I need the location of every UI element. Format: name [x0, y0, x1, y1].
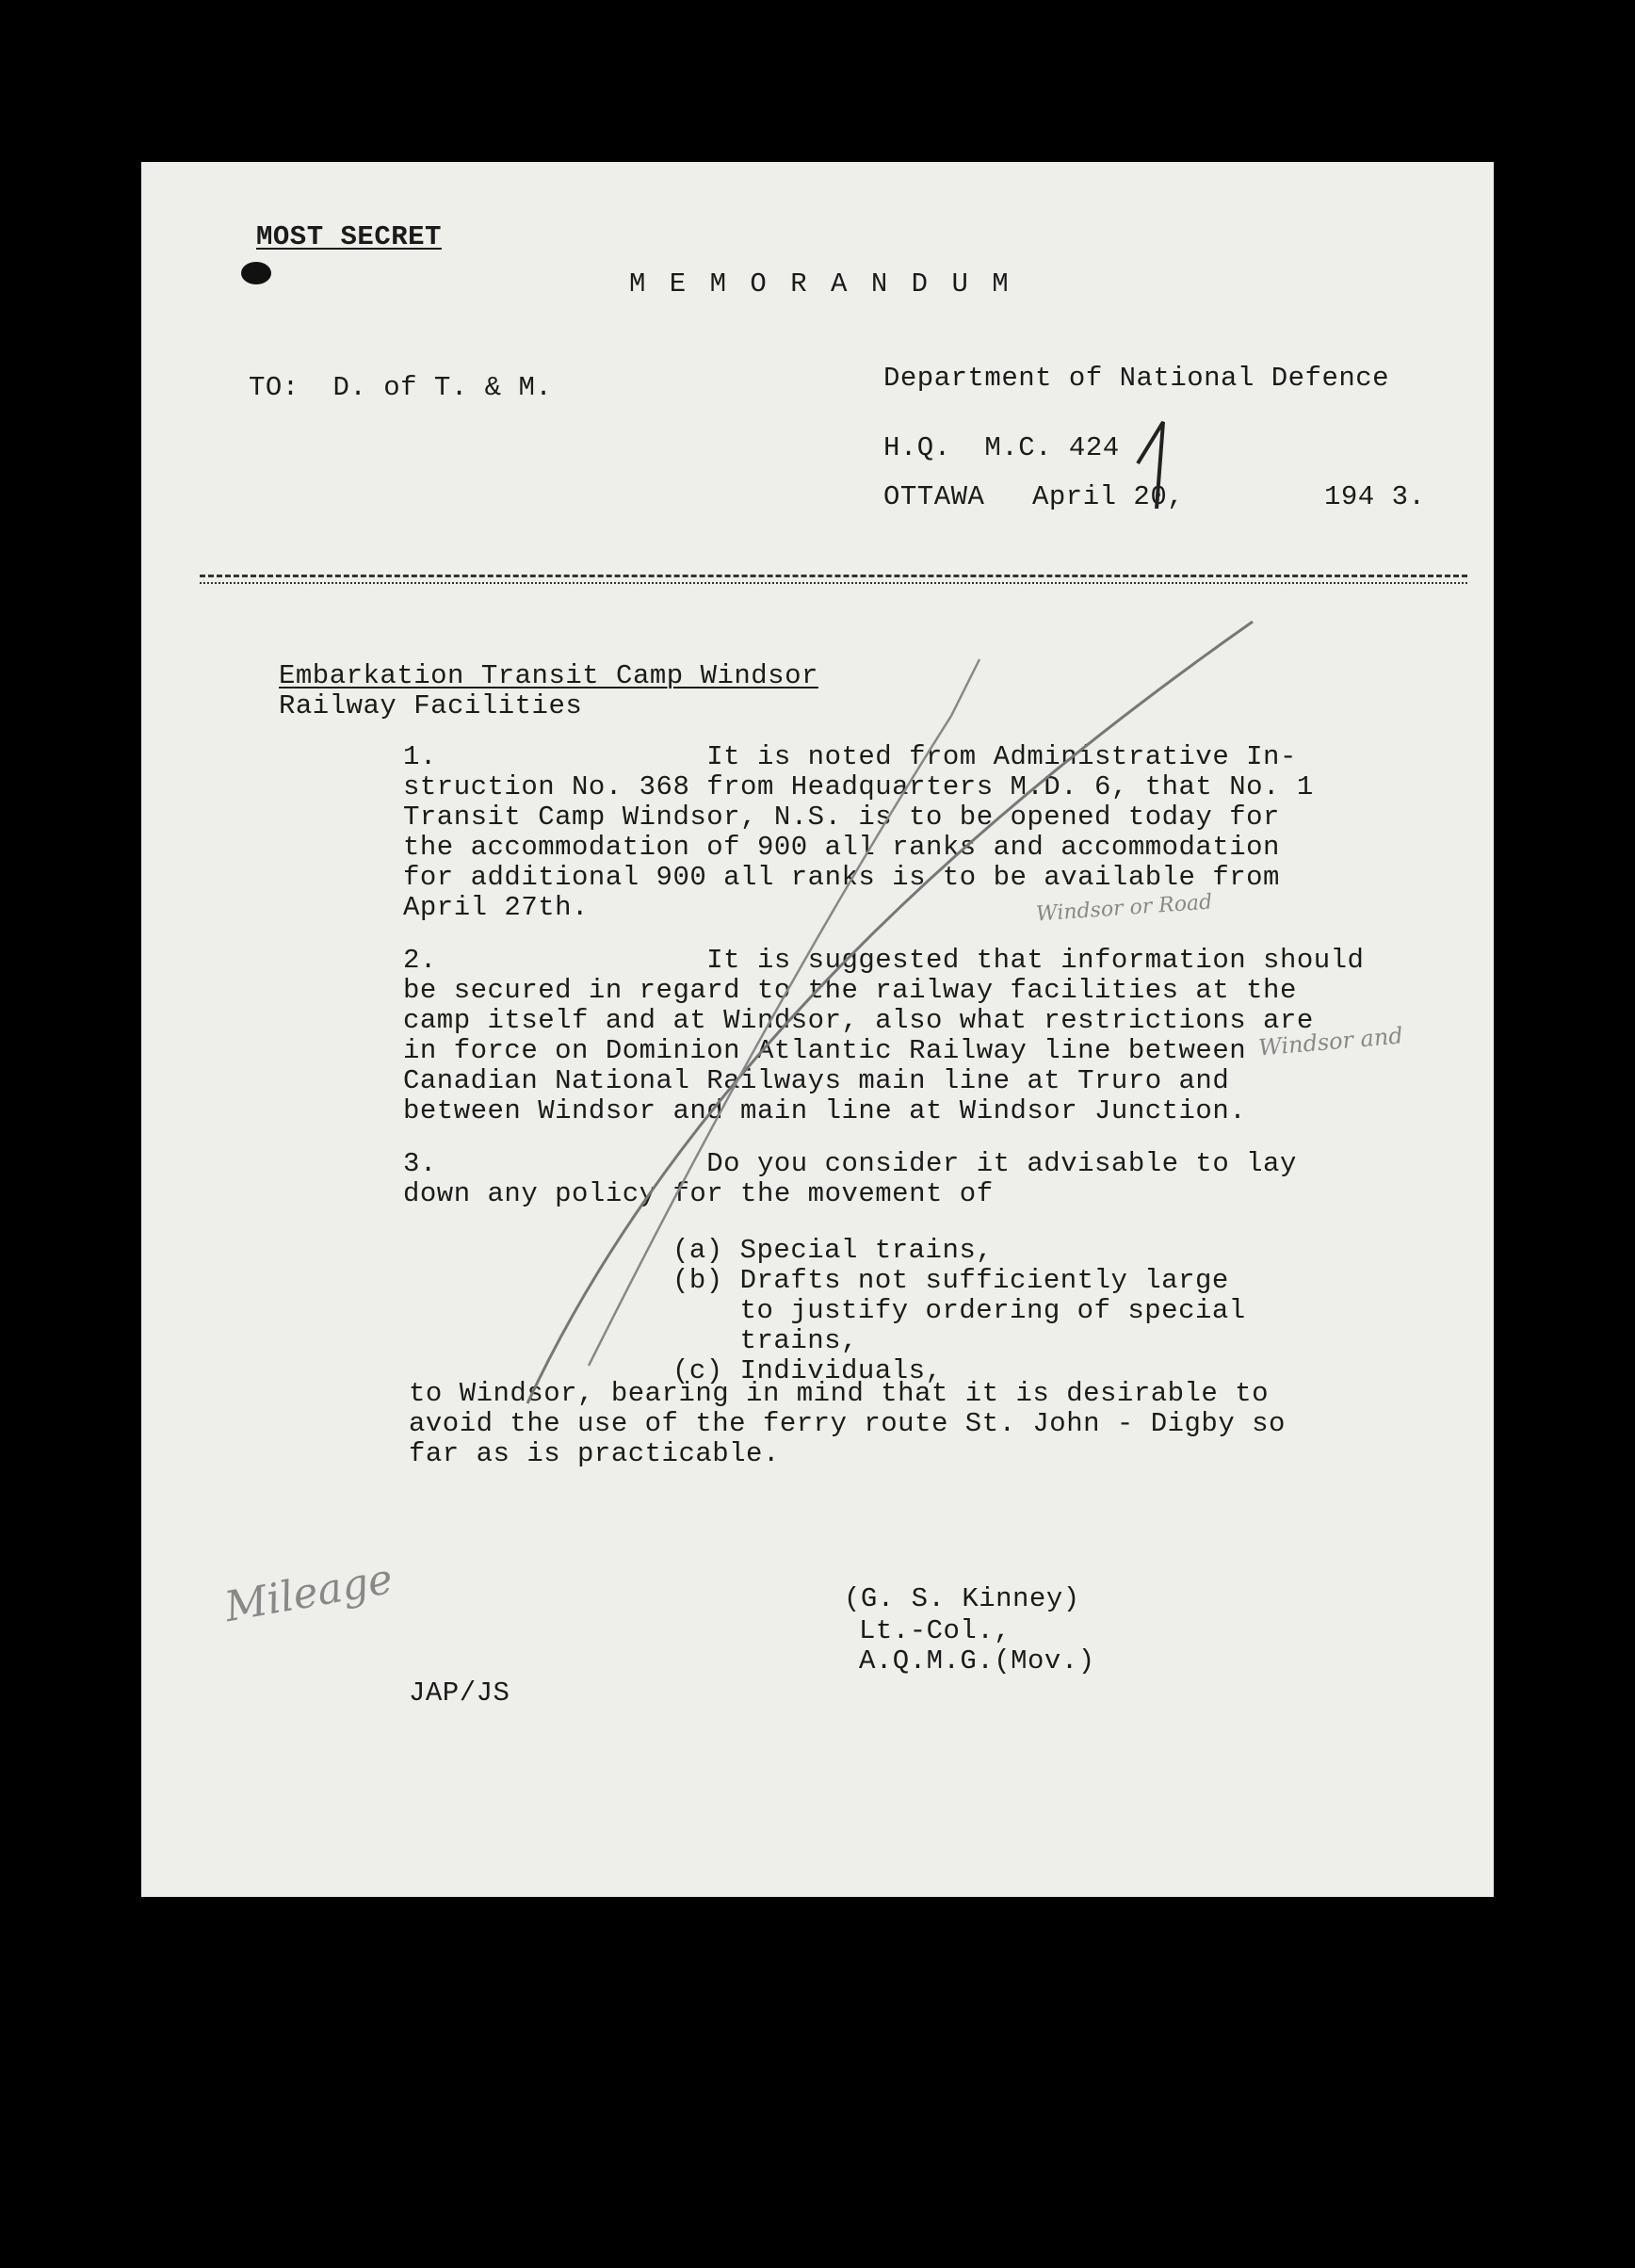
para1-line: for additional 900 all ranks is to be available from: [403, 862, 1280, 893]
para3-line: down any policy for the movement of: [403, 1178, 994, 1209]
para1-line: struction No. 368 from Headquarters M.D. 6, that No. 1: [403, 771, 1314, 802]
closing-line: far as is practicable.: [409, 1438, 780, 1469]
to-line: TO: D. of T. & M.: [249, 372, 553, 403]
para2-line: between Windsor and main line at Windsor Junction.: [403, 1095, 1247, 1126]
para1-line: the accommodation of 900 all ranks and accommodation: [403, 832, 1280, 863]
list-item: trains,: [672, 1325, 858, 1356]
handwritten-note: Windsor and: [1257, 1022, 1404, 1061]
handwritten-mileage: Mileage: [220, 1554, 397, 1632]
list-item: (c) Individuals,: [672, 1355, 943, 1386]
signature-rank: Lt.-Col.,: [859, 1615, 1012, 1646]
list-item: to justify ordering of special: [672, 1295, 1246, 1326]
handwritten-note: Windsor or Road: [1035, 890, 1213, 927]
para2-line: Canadian National Railways main line at Truro and: [403, 1065, 1230, 1096]
para3-line: 3. Do you consider it advisable to lay: [403, 1148, 1297, 1179]
file-reference: H.Q. M.C. 424: [883, 432, 1120, 463]
para1-line: April 27th.: [403, 892, 589, 923]
para2-line: 2. It is suggested that information should: [403, 945, 1365, 976]
para1-line: 1. It is noted from Administrative In-: [403, 741, 1297, 772]
para1-line: Transit Camp Windsor, N.S. is to be opened today for: [403, 802, 1280, 833]
para2-line: camp itself and at Windsor, also what restrictions are: [403, 1005, 1314, 1036]
department-name: Department of National Defence: [883, 363, 1390, 394]
list-item: (b) Drafts not sufficiently large: [672, 1265, 1229, 1296]
typist-reference: JAP/JS: [409, 1677, 510, 1709]
list-item: (a) Special trains,: [672, 1235, 994, 1266]
date: April 20,: [1032, 481, 1185, 512]
para2-line: be secured in regard to the railway facilities at the: [403, 975, 1297, 1006]
memo-title: M E M O R A N D U M: [629, 268, 1012, 300]
place: OTTAWA: [883, 481, 985, 512]
ink-blot: [241, 262, 271, 284]
pen-stroke: [1138, 422, 1163, 509]
signature-name: (G. S. Kinney): [844, 1583, 1080, 1614]
subject-line-2: Railway Facilities: [279, 690, 583, 721]
classification-label: MOST SECRET: [256, 221, 442, 252]
signature-title: A.Q.M.G.(Mov.): [859, 1645, 1095, 1677]
year: 194 3.: [1324, 481, 1426, 512]
pen-stroke: [589, 659, 979, 1366]
para2-line: in force on Dominion Atlantic Railway line between: [403, 1035, 1247, 1066]
subject-line-1: Embarkation Transit Camp Windsor: [279, 660, 818, 691]
closing-line: to Windsor, bearing in mind that it is desirable to: [409, 1378, 1270, 1409]
pen-stroke: [527, 622, 1253, 1403]
closing-line: avoid the use of the ferry route St. John - Digby so: [409, 1408, 1286, 1439]
